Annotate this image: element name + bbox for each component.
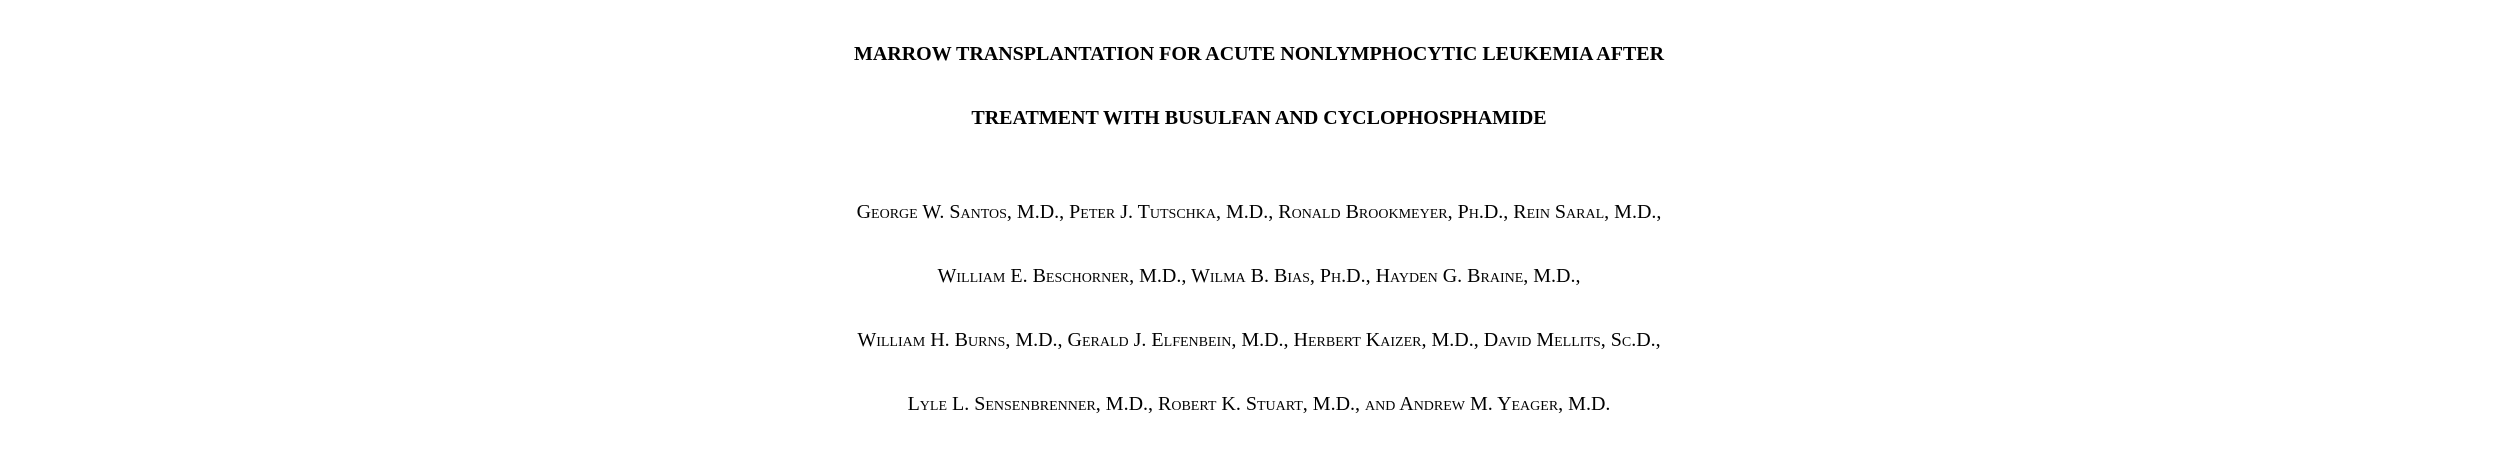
author-line-2: William E. Beschorner, M.D., Wilma B. Bias, Ph.D., Hayden G. Braine, M.D.,: [937, 265, 1581, 287]
author-line-4: Lyle L. Sensenbrenner, M.D., Robert K. Stuart, M.D., and Andrew M. Yeager, M.D.: [907, 393, 1611, 415]
author-line-3: William H. Burns, M.D., Gerald J. Elfenbein, M.D., Herbert Kaizer, M.D., David Mellits, Sc.D.,: [857, 329, 1661, 351]
author-line-1: George W. Santos, M.D., Peter J. Tutschka, M.D., Ronald Brookmeyer, Ph.D., Rein Saral, M.D.,: [856, 201, 1662, 223]
article-title-line-1: MARROW TRANSPLANTATION FOR ACUTE NONLYMPHOCYTIC LEUKEMIA AFTER: [853, 43, 1665, 65]
article-title-line-2: TREATMENT WITH BUSULFAN AND CYCLOPHOSPHAMIDE: [971, 107, 1547, 129]
